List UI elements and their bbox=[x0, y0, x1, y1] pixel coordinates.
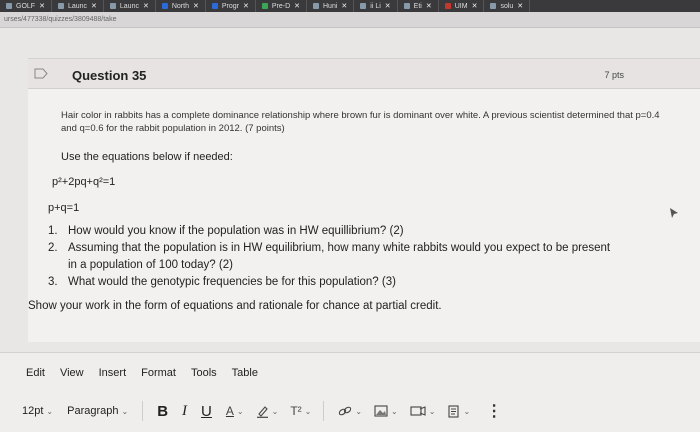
tab-favicon-icon bbox=[162, 3, 168, 9]
tab-label: solu bbox=[500, 2, 514, 10]
list-number: 1. bbox=[48, 225, 58, 237]
block-format-value: Paragraph bbox=[67, 405, 119, 417]
list-text: Assuming that the population is in HW equilibrium, how many white rabbits would you expect to be present bbox=[68, 242, 611, 254]
browser-tab[interactable] bbox=[256, 0, 307, 12]
text-color-button[interactable] bbox=[226, 404, 244, 418]
close-icon[interactable]: ✕ bbox=[425, 3, 432, 10]
font-size-value: 12pt bbox=[22, 405, 44, 417]
tab-favicon-icon bbox=[110, 3, 116, 9]
close-icon[interactable]: ✕ bbox=[242, 3, 249, 10]
browser-tab[interactable] bbox=[206, 0, 256, 12]
tab-label: Huni bbox=[323, 2, 338, 10]
menu-edit[interactable]: Edit bbox=[26, 367, 45, 379]
close-icon[interactable]: ✕ bbox=[341, 3, 348, 10]
highlight-color-button[interactable] bbox=[256, 405, 279, 418]
close-icon[interactable]: ✕ bbox=[39, 3, 45, 10]
tab-favicon-icon bbox=[313, 3, 319, 9]
equation-text: p²+2pq+q²=1 bbox=[52, 176, 116, 188]
close-icon[interactable]: ✕ bbox=[517, 3, 524, 10]
close-icon[interactable]: ✕ bbox=[384, 3, 391, 10]
tab-favicon-icon bbox=[360, 3, 366, 9]
close-icon[interactable]: ✕ bbox=[471, 3, 478, 10]
mouse-pointer-icon bbox=[670, 208, 678, 218]
tab-favicon-icon bbox=[404, 3, 410, 9]
chevron-down-icon: ⌄ bbox=[391, 406, 398, 416]
text-color-icon: A bbox=[225, 404, 234, 418]
list-item bbox=[28, 257, 668, 274]
tab-favicon-icon bbox=[212, 3, 218, 9]
menu-view[interactable]: View bbox=[59, 367, 84, 379]
browser-tab[interactable] bbox=[0, 0, 52, 12]
embed-icon bbox=[410, 405, 426, 417]
tab-label: Launc bbox=[67, 2, 88, 10]
question-card bbox=[28, 58, 700, 342]
browser-tab[interactable] bbox=[156, 0, 206, 12]
tab-label: ii Li bbox=[370, 2, 381, 10]
browser-tab[interactable] bbox=[439, 0, 485, 12]
highlighter-icon bbox=[256, 405, 269, 418]
question-intro: Hair color in rabbits has a complete dominance relationship where brown fur is dominant over white. A previous scientist determined that p=0.4 and q=0.6 for the rabbit population in 2012. (7 points) bbox=[61, 110, 660, 134]
list-item bbox=[28, 240, 668, 257]
menu-table[interactable]: Table bbox=[231, 367, 258, 379]
close-icon[interactable]: ✕ bbox=[192, 3, 199, 10]
chevron-down-icon: ⌄ bbox=[121, 406, 129, 416]
tab-favicon-icon bbox=[262, 3, 268, 9]
close-icon[interactable]: ✕ bbox=[91, 3, 97, 10]
use-equations-label: Use the equations below if needed: bbox=[61, 151, 233, 163]
tab-favicon-icon bbox=[6, 3, 12, 9]
chevron-down-icon: ⌄ bbox=[355, 406, 363, 416]
list-item bbox=[28, 223, 668, 240]
browser-tab[interactable] bbox=[484, 0, 530, 12]
embed-media-button[interactable] bbox=[410, 405, 436, 417]
equation-hardy-weinberg bbox=[52, 176, 115, 188]
tab-label: GOLF bbox=[16, 2, 36, 10]
list-number: 2. bbox=[48, 242, 58, 254]
tab-label: Pre-D bbox=[271, 2, 291, 10]
italic-button[interactable]: I bbox=[182, 402, 188, 419]
chevron-down-icon: ⌄ bbox=[463, 406, 471, 416]
chevron-down-icon: ⌄ bbox=[428, 406, 436, 416]
link-icon bbox=[338, 405, 352, 417]
browser-tab-strip bbox=[0, 0, 700, 12]
font-size-select[interactable] bbox=[22, 405, 53, 417]
editor-toolbar bbox=[22, 401, 502, 421]
document-button[interactable] bbox=[447, 405, 470, 418]
menu-format[interactable]: Format bbox=[141, 367, 176, 379]
question-points: 7 pts bbox=[604, 70, 624, 80]
chevron-down-icon: ⌄ bbox=[304, 406, 312, 416]
rich-text-editor bbox=[0, 352, 700, 432]
question-parts-list bbox=[28, 223, 668, 291]
chevron-down-icon: ⌄ bbox=[271, 406, 279, 416]
bold-button[interactable]: B bbox=[157, 402, 169, 420]
toolbar-divider bbox=[142, 401, 143, 421]
browser-tab[interactable] bbox=[104, 0, 156, 12]
editor-menubar bbox=[26, 367, 258, 379]
image-icon bbox=[374, 405, 388, 417]
tab-favicon-icon bbox=[445, 3, 451, 9]
document-icon bbox=[447, 405, 460, 418]
list-number: 3. bbox=[48, 276, 58, 288]
image-button[interactable] bbox=[374, 405, 398, 417]
browser-tab[interactable] bbox=[52, 0, 104, 12]
more-options-icon[interactable]: ⋮ bbox=[486, 403, 503, 420]
tab-favicon-icon bbox=[58, 3, 64, 9]
show-work-instruction: Show your work in the form of equations and rationale for chance at partial credit. bbox=[28, 300, 442, 312]
question-header bbox=[28, 59, 700, 89]
superscript-icon: T² bbox=[290, 404, 302, 418]
list-text: How would you know if the population was in HW equillibrium? (2) bbox=[68, 225, 404, 237]
close-icon[interactable]: ✕ bbox=[294, 3, 300, 10]
link-button[interactable] bbox=[338, 405, 362, 417]
list-text: in a population of 100 today? (2) bbox=[68, 259, 233, 271]
browser-tab[interactable] bbox=[398, 0, 439, 12]
equation-allele-sum: p+q=1 bbox=[48, 202, 80, 214]
chevron-down-icon: ⌄ bbox=[236, 406, 244, 416]
toolbar-divider bbox=[323, 401, 324, 421]
menu-tools[interactable]: Tools bbox=[190, 367, 217, 379]
tab-label: Progr bbox=[221, 2, 239, 10]
block-format-select[interactable] bbox=[67, 405, 128, 417]
browser-tab[interactable] bbox=[307, 0, 354, 12]
tab-label: North bbox=[171, 2, 189, 10]
list-text: What would the genotypic frequencies be for this population? (3) bbox=[68, 276, 396, 288]
superscript-button[interactable] bbox=[290, 404, 311, 418]
flag-icon[interactable] bbox=[34, 68, 48, 79]
question-title: Question 35 bbox=[72, 68, 147, 83]
tab-label: UIM bbox=[454, 2, 468, 10]
close-icon[interactable]: ✕ bbox=[142, 3, 149, 10]
list-item bbox=[28, 274, 668, 291]
address-bar[interactable]: urses/477338/quizzes/3809488/take bbox=[0, 12, 700, 28]
browser-tab[interactable] bbox=[354, 0, 397, 12]
chevron-down-icon: ⌄ bbox=[46, 406, 54, 416]
menu-insert[interactable]: Insert bbox=[98, 367, 127, 379]
tab-favicon-icon bbox=[490, 3, 496, 9]
underline-button[interactable]: U bbox=[201, 402, 212, 420]
tab-label: Launc bbox=[119, 2, 139, 10]
tab-label: Eti bbox=[413, 2, 422, 10]
